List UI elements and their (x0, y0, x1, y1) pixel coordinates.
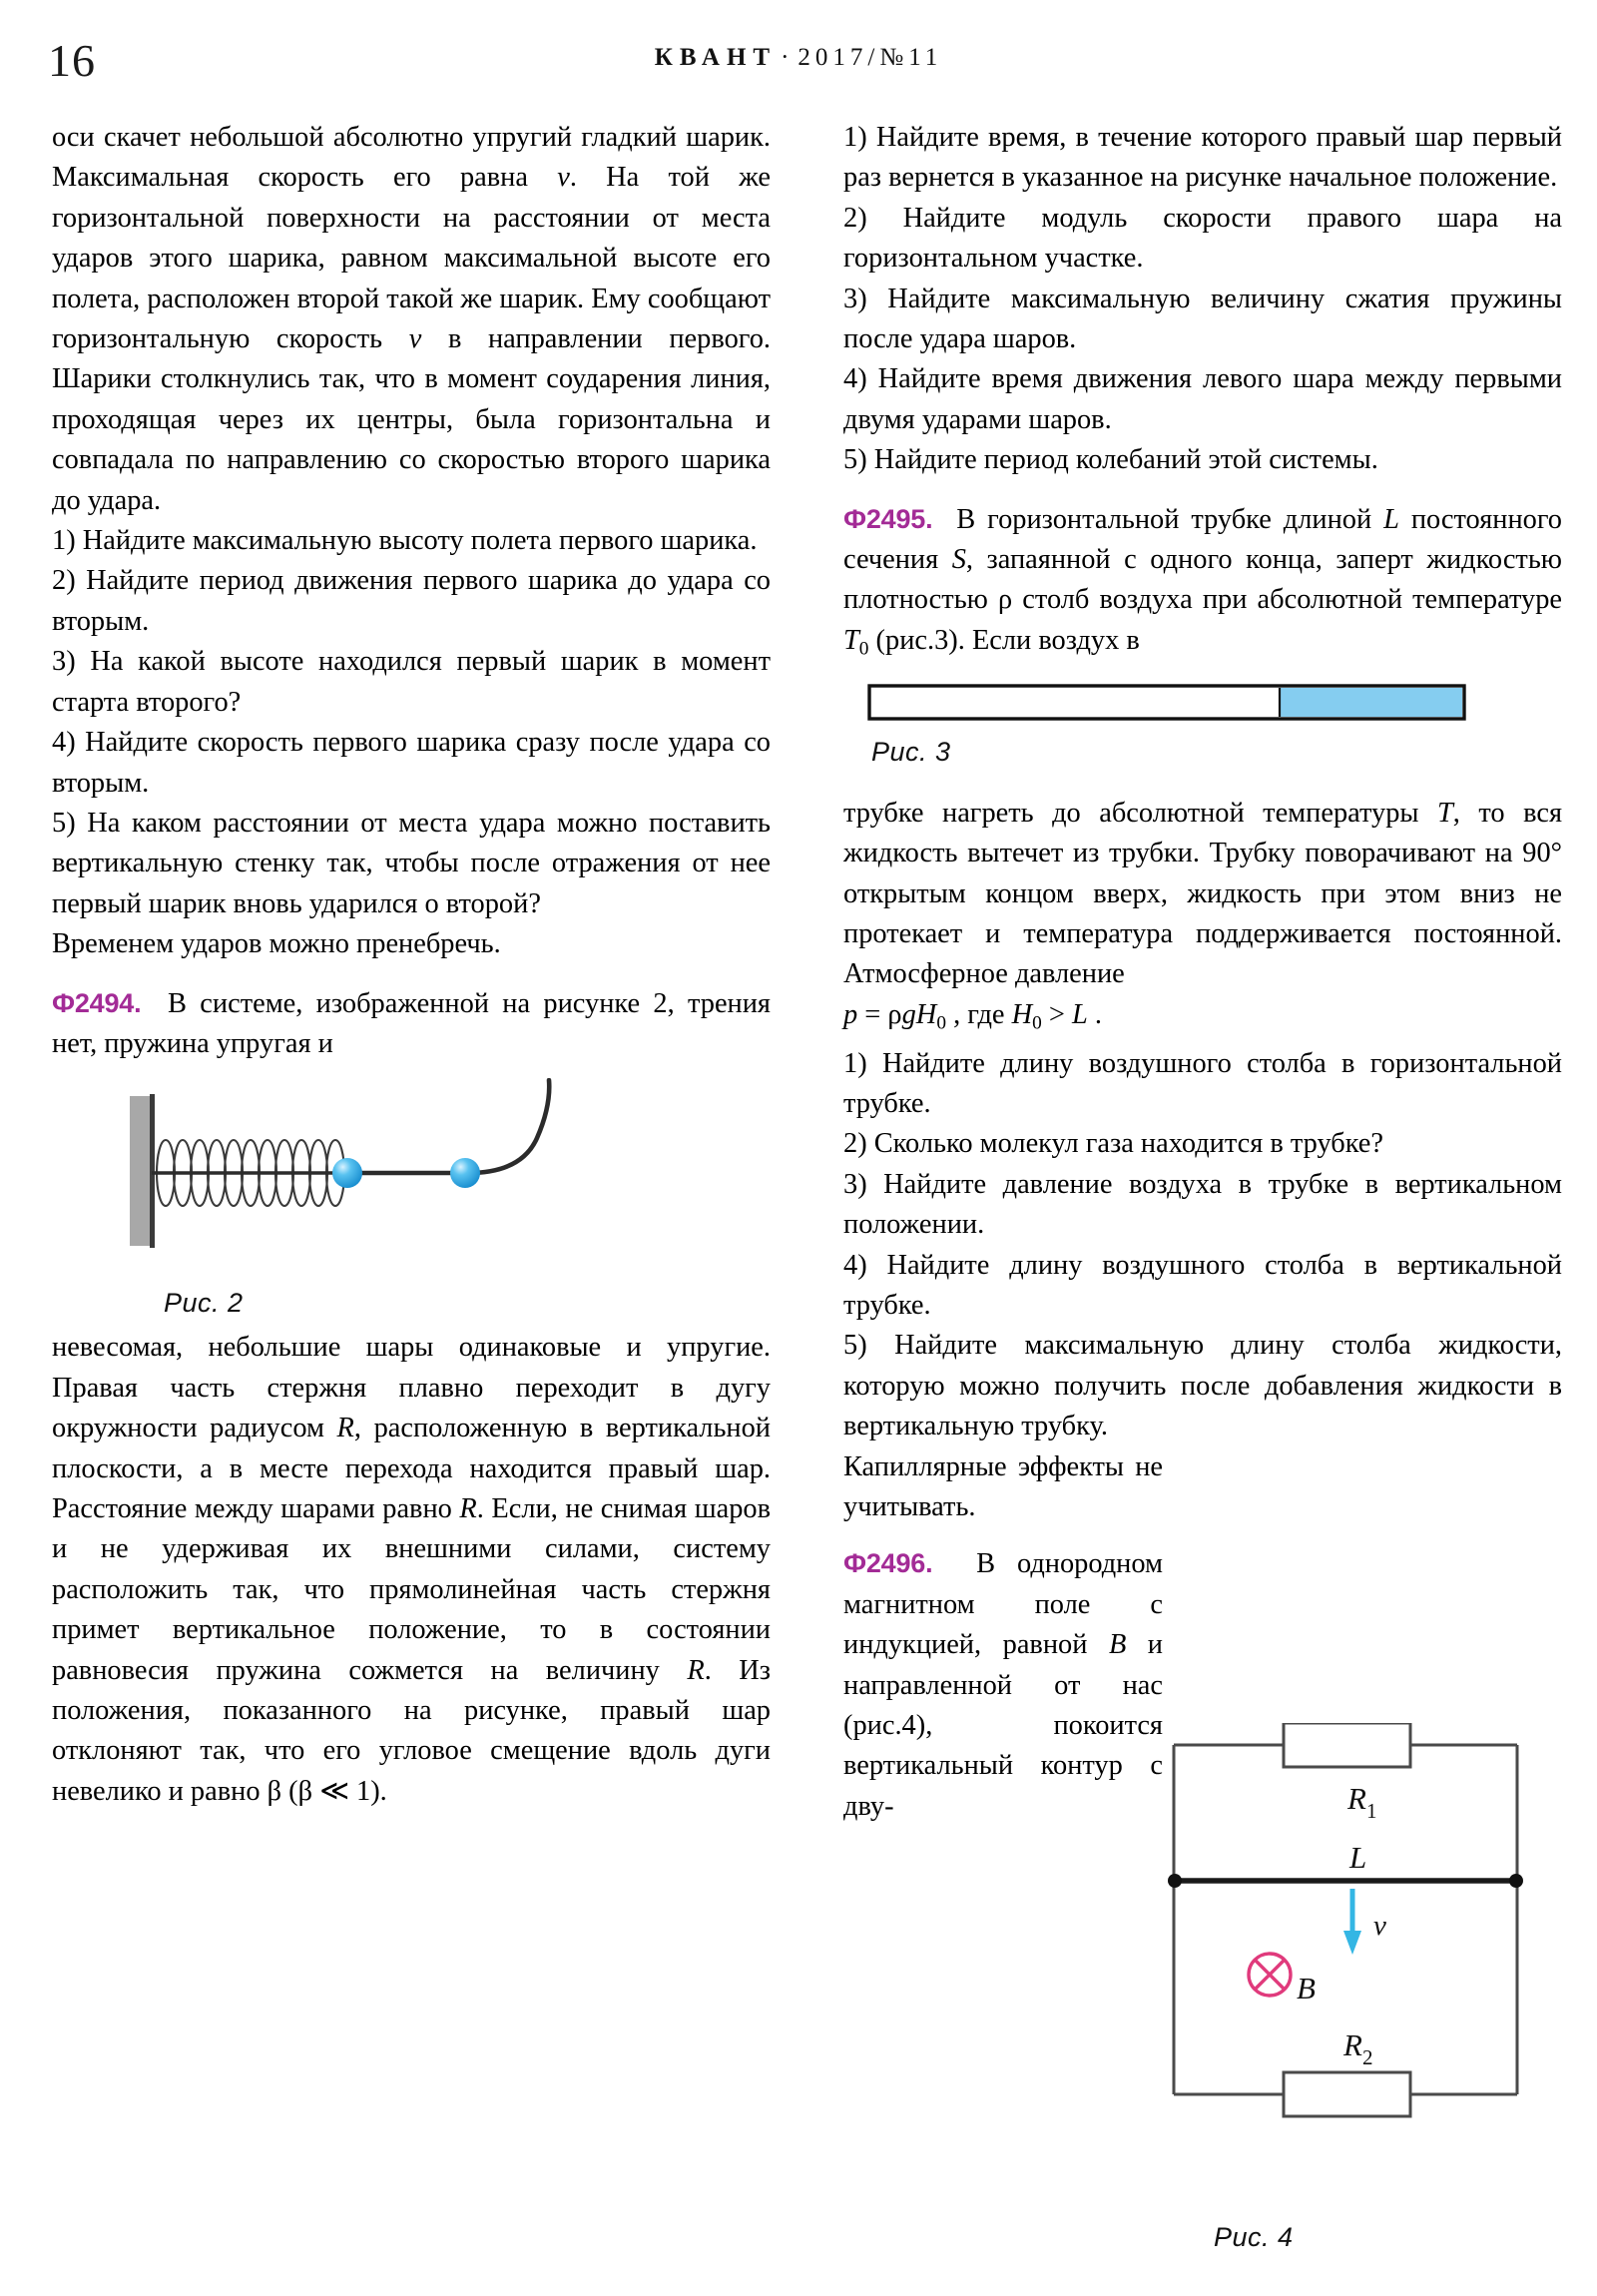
question-item: 3) На какой высоте находился первый шарик в момент старта второго? (52, 646, 771, 718)
question-item: 3) Найдите максимальную величину сжатия пружины после удара шаров. (843, 283, 1562, 355)
velocity-arrow (1343, 1889, 1361, 1955)
figure-3-caption: Рис. 3 (871, 736, 951, 767)
question-item: 4) Найдите время движения левого шара между первыми двумя ударами шаров. (843, 363, 1562, 435)
question-item: 5) На каком расстоянии от места удара можно поставить вертикальную стенку так, чтобы после отражения от нее первый шарик вновь ударился о второй? (52, 807, 771, 919)
label-R1: R (1347, 1781, 1366, 1816)
question-item: 2) Найдите модуль скорости правого шара на горизонтальном участке. (843, 202, 1562, 275)
question-item: 2) Найдите период движения первого шарика до удара со вторым. (52, 565, 771, 637)
question-item: 4) Найдите скорость первого шарика сразу после удара со вторым. (52, 727, 771, 799)
paragraph-continued (52, 118, 771, 521)
left-ball (332, 1158, 362, 1188)
figure-2 (52, 1078, 771, 1328)
variable-R: R (687, 1654, 705, 1686)
wall-edge (150, 1094, 155, 1248)
variable-S: S (951, 544, 966, 576)
period: . (1087, 998, 1103, 1030)
magnetic-field-marker (1249, 1954, 1291, 1996)
variable-v: v (557, 162, 570, 194)
text-run: ( (281, 1775, 298, 1807)
problem-2496 (843, 1543, 1163, 1827)
text-run: оси скачет небольшой абсолютно упругий гладкий шарик. Максимальная скорость его равна (52, 122, 771, 194)
problem-2495 (843, 499, 1562, 670)
value-one: 1 (356, 1775, 371, 1807)
variable-B: B (1108, 1629, 1127, 1661)
text-run: . На той же горизонтальной поверхности на расстоянии от места ударов этого шарика, равном максимальной высоте его полета, расположен второй такой же шарик. Ему сообщают горизонтальную скорость (52, 162, 771, 355)
variable-H: H (1011, 998, 1033, 1030)
label-L: L (1349, 1840, 1367, 1875)
problem-label-2496: Ф2496. (843, 1548, 933, 1579)
variable-H: H (915, 998, 937, 1030)
masthead (0, 44, 1597, 72)
variable-T0: T (843, 624, 859, 656)
liquid-column (1280, 688, 1462, 717)
variable-R: R (336, 1413, 354, 1444)
text-run: . Если, не снимая шаров и не удерживая их внешними силами, систему расположить так, что прямолинейная часть стержня примет вертикальное положение, то в состоянии равновесия пружина сожмется на величину (52, 1492, 771, 1686)
equals-sign: = (857, 998, 888, 1030)
label-R1-subscript: 1 (1366, 1799, 1377, 1823)
formula-pressure (843, 995, 1562, 1044)
text-run: , расположенную в вертикальной плоскости, а в месте перехода находится правый шар. Расстояние между шарами равно (52, 1413, 771, 1524)
variable-R: R (459, 1492, 477, 1524)
text-run: . Из положения, показанного на рисунке, правый шар отклоняют так, что его угловое смещение вдоль дуги невелико и равно (52, 1654, 771, 1807)
note-text: Временем ударов можно пренебречь. (52, 928, 501, 960)
right-ball (450, 1158, 480, 1188)
subscript-0: 0 (1032, 1012, 1042, 1034)
fig4-svg (1166, 1723, 1565, 2222)
wall-block (130, 1096, 152, 1246)
problem-text: В системе, изображенной на рисунке 2, трения нет, пружина упругая и (52, 987, 771, 1059)
subscript-0: 0 (858, 638, 869, 660)
problem-label-2495: Ф2495. (843, 503, 933, 534)
capillary-note: Капиллярные эффекты не учитывать. (843, 1450, 1163, 1522)
question-item: 1) Найдите время, в течение которого правый шар первый раз вернется в указанное на рисунке начальное положение. (843, 122, 1562, 194)
text-run: В однородном магнитном поле с индукцией, равной (843, 1548, 1163, 1661)
greater-than-sign: > (1041, 998, 1073, 1030)
contact-node-left (1168, 1874, 1182, 1888)
variable-rho: ρ (887, 998, 902, 1030)
text-run: , то вся жидкость вытечет из трубки. Трубку поворачивают на 90° открытым концом вверх, жидкость при этом вниз не протекает и температура поддерживается постоянной. Атмосферное давление (843, 797, 1562, 990)
contact-node-right (1509, 1874, 1523, 1888)
question-item: 2) Сколько молекул газа находится в трубке? (843, 1128, 1383, 1160)
issue-label: 2017/№11 (798, 44, 943, 71)
variable-g: g (901, 998, 916, 1030)
resistor-R1 (1284, 1723, 1410, 1767)
question-item: 4) Найдите длину воздушного столба в вертикальной трубке. (843, 1249, 1562, 1321)
variable-L: L (1072, 998, 1088, 1030)
masthead-separator: · (781, 44, 795, 71)
problem-label-2494: Ф2494. (52, 987, 142, 1018)
text-run: (рис.3). Если воздух в (868, 624, 1140, 656)
text-run: , запаянной с одного конца, заперт жидкостью плотностью (843, 544, 1562, 616)
left-column (52, 118, 771, 1812)
resistor-R2 (1284, 2072, 1410, 2116)
variable-beta: β (266, 1775, 282, 1807)
question-item: 5) Найдите период колебаний этой системы. (843, 444, 1378, 476)
page-header (0, 28, 1597, 88)
text-run: невесомая, небольшие шары одинаковые и упругие. Правая часть стержня плавно переходит в дугу окружности радиусом (52, 1332, 771, 1444)
label-R2-subscript: 2 (1362, 2045, 1373, 2069)
problem-2494 (52, 983, 771, 1065)
figure-4 (1166, 1723, 1565, 2282)
question-item: 3) Найдите давление воздуха в трубке в вертикальном положении. (843, 1168, 1562, 1241)
text-run: и направленной от нас (рис.4), покоится вертикальный контур с дву- (843, 1629, 1163, 1822)
text-run: столб воздуха при абсолютной температуре (1012, 584, 1563, 616)
label-R2: R (1343, 2027, 1362, 2062)
right-column (843, 118, 1562, 1827)
text-run: в направлении первого. Шарики столкнулись так, что в момент соударения линия, проходящая через их центры, была горизонтальна и совпадала по направлению со скоростью второго шарика до удара. (52, 323, 771, 516)
figure-4-caption: Рис. 4 (1214, 2222, 1294, 2252)
subscript-0: 0 (936, 1012, 946, 1034)
question-item: 1) Найдите максимальную высоту полета первого шарика. (52, 525, 758, 557)
variable-v: v (408, 323, 422, 355)
text-run: В горизонтальной трубке длиной (956, 503, 1384, 535)
variable-L: L (1383, 503, 1399, 535)
variable-rho: ρ (998, 584, 1013, 616)
page-number: 16 (48, 35, 96, 86)
text-run: , где (945, 998, 1012, 1030)
variable-p: p (843, 998, 858, 1030)
much-less-than: ≪ (312, 1775, 357, 1807)
paragraph-after-figure2 (52, 1328, 771, 1812)
variable-beta: β (297, 1775, 313, 1807)
question-item: 1) Найдите длину воздушного столба в горизонтальной трубке. (843, 1047, 1562, 1119)
label-B: B (1297, 1971, 1316, 2006)
question-item: 5) Найдите максимальную длину столба жидкости, которую можно получить после добавления жидкости в вертикальную трубку. (843, 1330, 1562, 1442)
text-run: трубке нагреть до абсолютной температуры (843, 797, 1437, 829)
text-run: ). (370, 1775, 387, 1807)
figure-3 (843, 680, 1562, 788)
magazine-title: КВАНТ (654, 44, 778, 71)
fig2-svg (52, 1078, 611, 1288)
label-v: v (1373, 1910, 1386, 1942)
figure-2-caption: Рис. 2 (164, 1288, 244, 1319)
fig3-svg (843, 680, 1482, 726)
paragraph-after-figure3 (843, 794, 1562, 995)
variable-T: T (1437, 797, 1453, 829)
text-run: постоянного сечения (843, 503, 1562, 576)
rod-arc (465, 1080, 549, 1173)
